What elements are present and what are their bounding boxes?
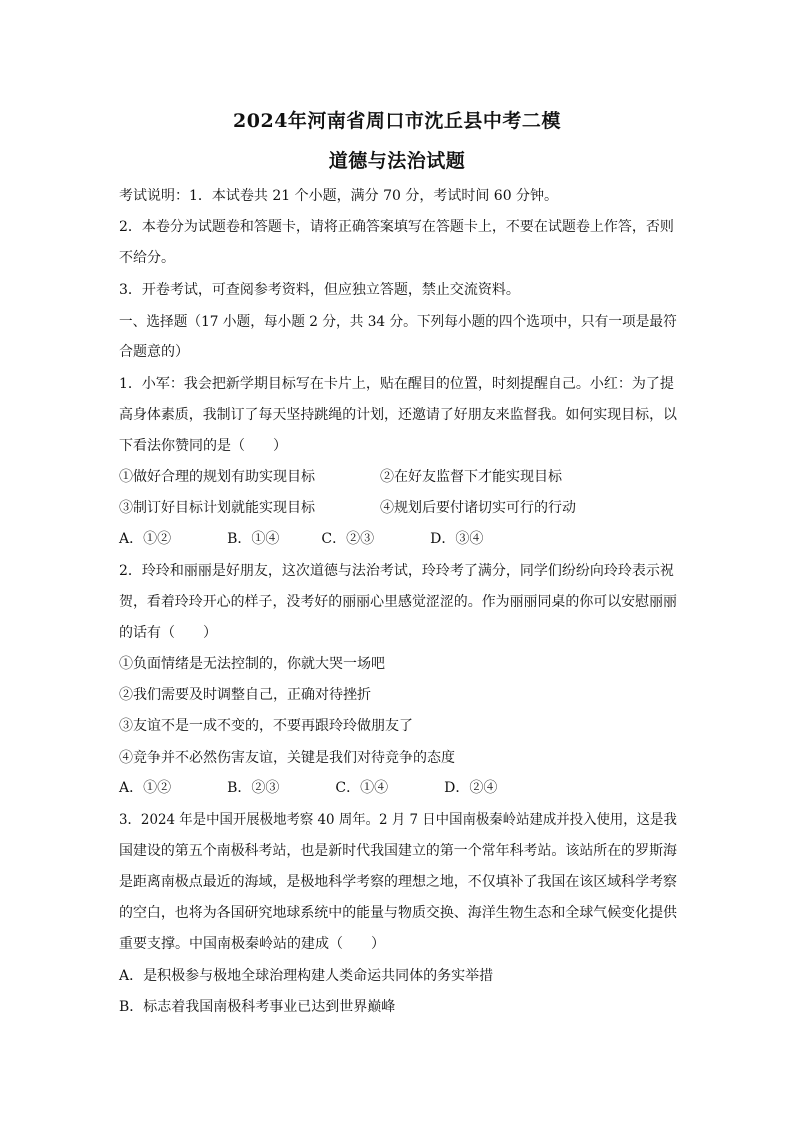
q2-stem-line-1: 2．玲玲和丽丽是好朋友，这次道德与法治考试，玲玲考了满分，同学们纷纷向玲玲表示祝 (119, 563, 674, 579)
section-header-line-1: 一、选择题（17 小题，每小题 2 分，共 34 分。下列每小题的四个选项中，只有一项是最符 (119, 314, 677, 330)
q2-statement-4: ④竞争并不必然伤害友谊，关键是我们对待竞争的态度 (119, 750, 455, 766)
q2-stem-line-3: 的话有（ ） (119, 625, 217, 641)
q3-stem-line-5: 重要支撑。中国南极秦岭站的建成（ ） (119, 936, 385, 952)
instruction-2-line-2: 不给分。 (119, 250, 175, 266)
exam-title: 2024年河南省周口市沈丘县中考二模 (233, 110, 561, 132)
instruction-3: 3．开卷考试，可查阅参考资料，但应独立答题，禁止交流资料。 (119, 282, 520, 298)
q1-statement-4: ④规划后要付诸切实可行的行动 (380, 500, 576, 516)
q2-statement-2: ②我们需要及时调整自己，正确对待挫折 (119, 687, 371, 703)
q1-options: A．①② B．①④ C．②③ D．③④ (119, 531, 484, 547)
q1-statement-3: ③制订好目标计划就能实现目标 (119, 500, 315, 516)
q3-stem-line-4: 的空白，也将为各国研究地球系统中的能量与物质交换、海洋生物生态和全球气候变化提供 (119, 905, 677, 921)
q2-options: A．①② B．②③ C．①④ D．②④ (119, 780, 498, 796)
q1-stem-line-3: 下看法你赞同的是（ ） (119, 438, 287, 454)
q3-stem-line-3: 是距离南极点最近的海域，是极地科学考察的理想之地，不仅填补了我国在该区域科学考察 (119, 874, 677, 890)
q1-stem-line-2: 高身体素质，我制订了每天坚持跳绳的计划，还邀请了好朋友来监督我。如何实现目标，以 (119, 407, 677, 423)
q1-stem-line-1: 1．小军：我会把新学期目标写在卡片上，贴在醒目的位置，时刻提醒自己。小红：为了提 (119, 376, 674, 392)
q3-stem-line-1: 3．2024 年是中国开展极地考察 40 周年。2 月 7 日中国南极秦岭站建成并投入使用，这是我 (119, 812, 677, 828)
q1-statement-2: ②在好友监督下才能实现目标 (380, 469, 562, 485)
instruction-1: 考试说明：1．本试卷共 21 个小题，满分 70 分，考试时间 60 分钟。 (119, 188, 559, 204)
q3-stem-line-2: 国建设的第五个南极科考站，也是新时代我国建立的第一个常年科考站。该站所在的罗斯海 (119, 843, 677, 859)
instruction-2-line-1: 2．本卷分为试题卷和答题卡，请将正确答案填写在答题卡上，不要在试题卷上作答，否则 (119, 219, 674, 235)
q2-stem-line-2: 贺，看着玲玲开心的样子，没考好的丽丽心里感觉涩涩的。作为丽丽同桌的你可以安慰丽丽 (119, 594, 677, 610)
section-header-line-2: 合题意的） (119, 344, 189, 360)
q3-option-b: B．标志着我国南极科考事业已达到世界巅峰 (119, 999, 396, 1015)
q2-statement-1: ①负面情绪是无法控制的，你就大哭一场吧 (119, 656, 385, 672)
q2-statement-3: ③友谊不是一成不变的，不要再跟玲玲做朋友了 (119, 718, 413, 734)
q1-statement-1: ①做好合理的规划有助实现目标 (119, 469, 315, 485)
q3-option-a: A．是积极参与极地全球治理构建人类命运共同体的务实举措 (119, 968, 494, 984)
exam-subtitle: 道德与法治试题 (328, 150, 466, 172)
